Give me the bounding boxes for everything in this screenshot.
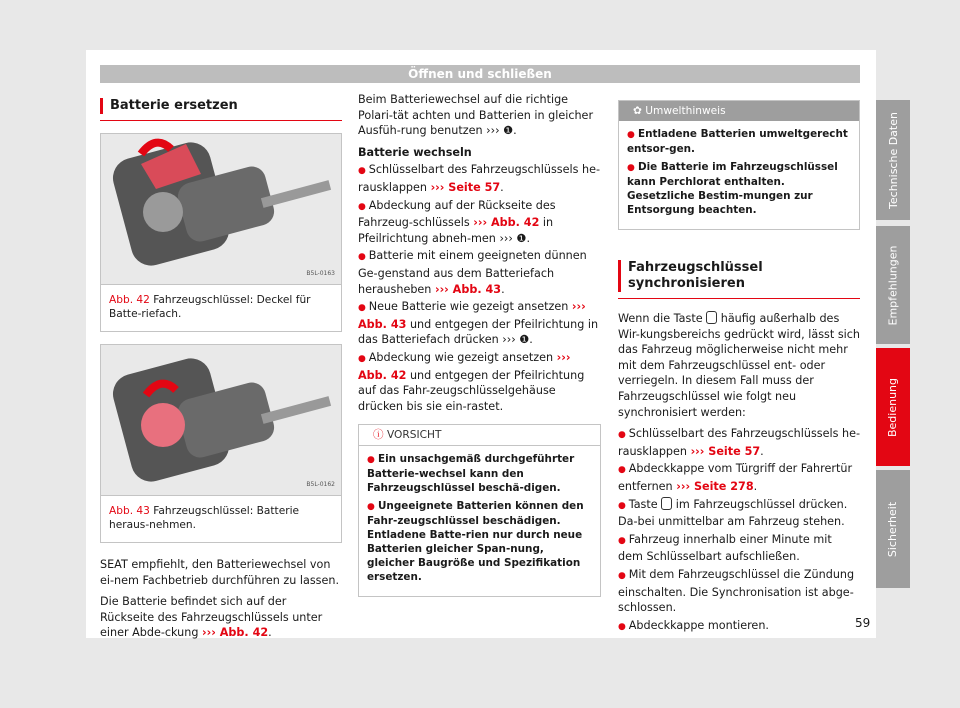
- paragraph: [618, 311, 860, 420]
- paragraph: SEAT empfiehlt, den Batteriewechsel von ei-nem Fachbetrieb durchführen zu lassen.: [100, 558, 340, 587]
- text: Batterie mit einem geeigneten dünnen Ge-genstand aus dem Batteriefach herausheben: [358, 249, 587, 296]
- list-item: ● Fahrzeug innerhalb einer Minute mit dem Schlüsselbart aufschließen.: [618, 532, 860, 565]
- tab-bedienung[interactable]: [876, 348, 910, 466]
- text: .: [268, 626, 272, 640]
- list-item: ● Ungeeignete Batterien können den Fahr-zeugschlüssel beschädigen. Entladene Batte-rien nur durch neue Batterien gleicher Span-nung, gleicher Baugröße und Spezifikation ersetzen.: [367, 499, 592, 584]
- text: .: [501, 282, 505, 296]
- figure-label: Abb. 42: [109, 294, 150, 306]
- text: in Pfeilrichtung abneh-men ››› ❶.: [358, 216, 554, 245]
- environment-header: [619, 101, 859, 121]
- text: Neue Batterie wie gezeigt ansetzen: [368, 300, 572, 314]
- text: Schlüsselbart des Fahrzeugschlüssels he-rausklappen: [358, 163, 600, 194]
- list-item: ● Mit dem Fahrzeugschlüssel die Zündung einschalten. Die Synchronisation ist abge-schlossen.: [618, 567, 860, 616]
- battery-removal-illustration: [101, 345, 341, 495]
- section-title: Batterie ersetzen: [100, 98, 342, 114]
- tab-technische-daten[interactable]: [876, 100, 910, 220]
- page-number: 59: [855, 616, 871, 630]
- environment-title: Umwelthinweis: [645, 105, 726, 117]
- text: und entgegen der Pfeilrichtung in das Batteriefach drücken ››› ❶.: [358, 317, 599, 347]
- figure-42: [100, 133, 342, 285]
- figure-caption-text: Fahrzeugschlüssel: Deckel für Batte-riefach.: [109, 294, 311, 320]
- paragraph: [100, 594, 342, 641]
- list-item: [618, 426, 860, 459]
- tab-empfehlungen[interactable]: [876, 226, 910, 344]
- list-item: [618, 461, 860, 494]
- environment-body: [619, 121, 859, 229]
- list-item: [358, 198, 601, 247]
- cross-reference-link[interactable]: ››› Abb. 42: [202, 626, 269, 640]
- text: Die Batterie befindet sich auf der Rückseite des Fahrzeugschlüssels unter einer Abde-ckung: [100, 595, 323, 640]
- text: Abdeckkappe vom Türgriff der Fahrertür entfernen: [618, 462, 853, 493]
- column-3: [618, 92, 860, 641]
- list-item: ● Ein unsachgemäß durchgeführter Batterie-wechsel kann den Fahrzeugschlüssel beschä-digen.: [367, 452, 592, 495]
- text: häufig außerhalb des Wir-kungsbereichs gedrückt wird, lässt sich das Fahrzeug möglicherweise nicht mehr mit dem Fahrzeugschlüssel ent- oder verriegeln. In diesem Fall muss der Fahrzeugschlüssel wie folgt neu synchronisiert werden:: [618, 312, 861, 419]
- figure-code: B5L-0162: [306, 481, 335, 489]
- figure-caption: [100, 496, 342, 543]
- flower-icon: ✿: [633, 105, 642, 117]
- figure-label: Abb. 43: [109, 505, 150, 517]
- list-item: ● Abdeckkappe montieren.: [618, 618, 860, 636]
- unlock-key-icon: [661, 497, 672, 510]
- list-item: [358, 350, 601, 414]
- warning-icon: ⓘ: [373, 429, 384, 442]
- cross-reference-link[interactable]: ››› Seite 57: [430, 180, 501, 194]
- text: Taste: [628, 497, 662, 511]
- text: Wenn die Taste: [618, 312, 707, 325]
- tab-label: Technische Daten: [886, 111, 900, 209]
- tab-label: Bedienung: [886, 377, 900, 437]
- unlock-key-icon: [706, 311, 717, 324]
- column-2: [358, 92, 601, 597]
- paragraph: Beim Batteriewechsel auf die richtige Polari-tät achten und Batterien in gleicher Ausfüh-rung benutzen ››› ❶.: [358, 93, 594, 138]
- tab-sicherheit[interactable]: [876, 470, 910, 588]
- cross-reference-link[interactable]: ››› Seite 57: [690, 444, 761, 458]
- figure-43: [100, 344, 342, 496]
- section-rule: [100, 120, 342, 121]
- list-item: [358, 162, 601, 195]
- tab-label: Empfehlungen: [886, 245, 900, 325]
- text: im Fahrzeugschlüssel drücken. Da-bei unmittelbar am Fahrzeug stehen.: [618, 497, 848, 529]
- figure-caption: [100, 285, 342, 332]
- caution-box: [358, 424, 601, 597]
- cross-reference-link[interactable]: ››› Abb. 42: [358, 350, 571, 382]
- tab-label: Sicherheit: [886, 501, 900, 557]
- cross-reference-link[interactable]: ››› Abb. 42: [473, 216, 540, 230]
- subheading: Batterie wechseln: [358, 145, 472, 159]
- cross-reference-link[interactable]: ››› Seite 278: [676, 479, 754, 493]
- caution-body: [359, 446, 600, 596]
- caution-title: VORSICHT: [386, 429, 442, 442]
- text: und entgegen der Pfeilrichtung auf das Fahr-zeugschlüsselgehäuse drücken bis sie ein-rastet.: [358, 368, 585, 413]
- key-cover-illustration: [101, 134, 341, 284]
- cross-reference-link[interactable]: ››› Abb. 43: [358, 300, 586, 331]
- section-title: Fahrzeugschlüssel synchronisieren: [618, 260, 860, 292]
- figure-caption-text: Fahrzeugschlüssel: Batterie heraus-nehmen.: [109, 505, 300, 531]
- caution-header: [359, 425, 600, 446]
- text: Abdeckung wie gezeigt ansetzen: [368, 350, 557, 364]
- list-item: [358, 248, 601, 297]
- text: Abdeckung auf der Rückseite des Fahrzeug-schlüssels: [358, 198, 556, 230]
- text: .: [753, 479, 758, 493]
- text: Schlüsselbart des Fahrzeugschlüssels he-rausklappen: [618, 427, 860, 458]
- list-item: [618, 497, 860, 530]
- list-item: [358, 299, 601, 348]
- environment-box: [618, 100, 860, 230]
- list-item: ● Die Batterie im Fahrzeugschlüssel kann Perchlorat enthalten. Gesetzliche Bestim-mungen zur Entsorgung beachten.: [627, 160, 851, 217]
- figure-code: B5L-0163: [306, 270, 335, 278]
- cross-reference-link[interactable]: ››› Abb. 43: [434, 282, 502, 296]
- page-header: Öffnen und schließen: [100, 65, 860, 83]
- text: .: [500, 180, 504, 194]
- column-1: [100, 92, 342, 647]
- list-item: ● Entladene Batterien umweltgerecht entsor-gen.: [627, 127, 851, 156]
- section-rule: [618, 298, 860, 299]
- text: .: [760, 444, 764, 458]
